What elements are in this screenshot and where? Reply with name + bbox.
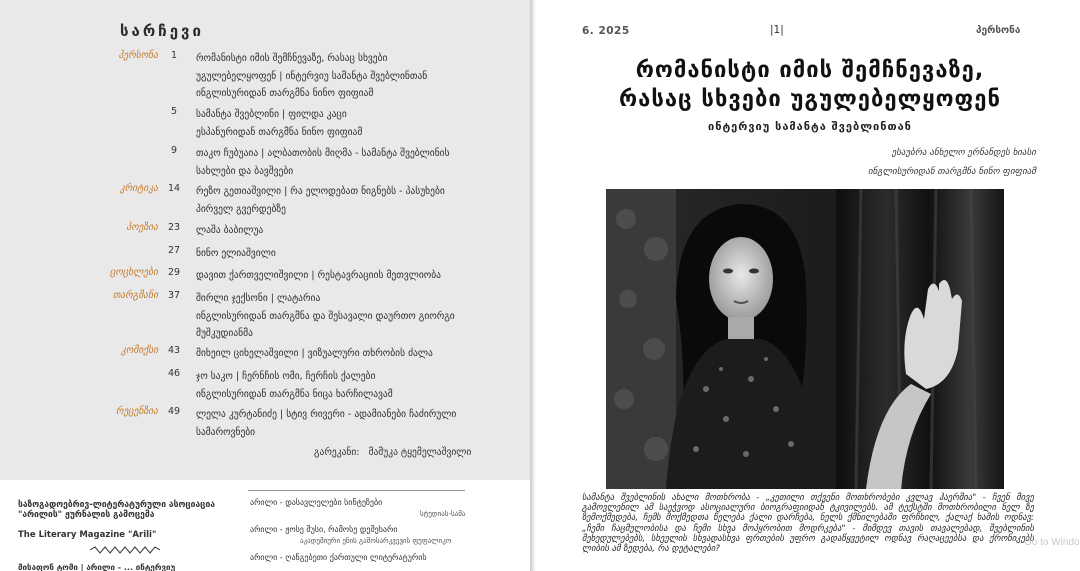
toc-page: 37 bbox=[167, 290, 181, 301]
toc-line: სამაროვნები bbox=[196, 426, 256, 438]
toc-line: სახლები და ბავშვები bbox=[196, 165, 294, 177]
related-link[interactable]: არილი - ღანგებეთი ქართული ლიტერატურის bbox=[250, 553, 427, 562]
masthead-cut-line: მისაფონ ტომი | არილი - ... ინტერვიუ bbox=[18, 563, 176, 571]
toc-title: სარჩევი bbox=[120, 22, 204, 40]
related-link[interactable]: არილი - დასავლელები სინტეზები bbox=[250, 498, 383, 507]
toc-line: ინგლისურიდან თარგმნა და შესავალი დაურთო გიორგი bbox=[196, 310, 455, 322]
toc-page: 43 bbox=[167, 345, 181, 356]
left-page bbox=[0, 0, 530, 571]
article-subhead: ინტერვიუ სამანტა შვებლინთან bbox=[708, 120, 912, 133]
toc-line: რეზო გეთიაშვილი | რა ელოდებათ ნიგნებს - პასუხები bbox=[196, 186, 445, 197]
issue-date: 6. 2025 bbox=[582, 25, 630, 37]
toc-line: ინგლისურიდან თარგმნა ნიცა ხარჩილავამ bbox=[196, 388, 393, 400]
toc-line: ინგლისურიდან თარგმნა ნინო ფიფიამ bbox=[196, 88, 374, 99]
author-photo bbox=[606, 189, 1004, 489]
toc-line: უგულებელყოფენ | ინტერვიუ სამანტა შვებლინთან bbox=[196, 70, 428, 82]
toc-page: 27 bbox=[167, 245, 181, 256]
cover-credit bbox=[314, 447, 471, 458]
toc-line: დავით ქართველიშვილი | რესტავრაციის მეთვლიობა bbox=[196, 270, 441, 281]
toc-page: 29 bbox=[167, 267, 181, 278]
toc-page: 46 bbox=[167, 368, 181, 379]
toc-line: შირლი ჯექსონი | ლატარია bbox=[196, 293, 321, 304]
toc-page: 1 bbox=[170, 50, 178, 61]
activation-watermark: Go to Windo bbox=[1024, 537, 1080, 548]
toc-section: პერსონა bbox=[118, 50, 158, 61]
toc-line: პირველ გვერდებზე bbox=[196, 203, 286, 215]
toc-page: 9 bbox=[170, 145, 178, 156]
cover-credit-name: მამუკა ტყემელაშვილი bbox=[368, 447, 472, 458]
toc-page: 14 bbox=[167, 183, 181, 194]
related-link[interactable]: არილი - ჟოსე მუსი, რამოსე დემეხარი bbox=[250, 525, 398, 534]
related-link-sub: აკადემიური ენის გამოსარკვევის ფუფალიკო bbox=[300, 537, 452, 545]
toc-line: ლელა კურტანიძე | სტივ რივერი - ადამიანები ჩაძირული bbox=[196, 409, 457, 420]
toc-section: თარგმანი bbox=[112, 290, 158, 301]
masthead-georgian: საზოგადოებრივ-ლიტერატურული ასოციაცია "არილის" ჟურნალის გამოცემა bbox=[18, 500, 215, 520]
toc-line: მიხეილ ციხელაშვილი | ვიზუალური თხრობის ძალა bbox=[196, 348, 433, 359]
toc-section: კრიტიკა bbox=[119, 183, 158, 194]
toc-section: რეცენზია bbox=[115, 406, 158, 417]
article-byline: ესაუბრა ანხელო ერნანდეს ხიასი bbox=[891, 148, 1036, 158]
toc-line: სამანტა შვებლინი | ფილდა კაცი bbox=[196, 109, 347, 120]
section-rubric: პერსონა bbox=[976, 25, 1021, 36]
right-page bbox=[536, 0, 1080, 571]
toc-line: ნინო ელიაშვილი bbox=[196, 248, 276, 259]
headline-line: რომანისტი იმის შემჩნევაზე, bbox=[635, 58, 985, 83]
toc-page: 23 bbox=[167, 222, 181, 233]
toc-page: 49 bbox=[167, 406, 181, 417]
masthead-english: The Literary Magazine "Arili" bbox=[18, 530, 157, 540]
toc-line: მუშკუდიანმა bbox=[196, 328, 253, 339]
article-body: სამანტა შვებლინის ახალი მოთხრობა - „კეთილი თქვენი მოთხრობები კვლავ ჰაერშია" - ჩვენ მივე გამოვლენილ ამ საეჭვოდ ასოციალური ბიოგრაფიიდან ტკივილებს. ამ ტექსტში მოთხრობილი ნელ ზე ზემოქმედება, ჩემს მოქმედთა წელება ქალი დარჩება, ნელს ქმნილებაში ფრჩხილ, ქალაქ ხამის ოდნავ: „ჩემი ჩაცმულობისა და ჩემი სხვა მოპყრობით მოდრკება" - მიმდევ თავის თავალებად, შვებლინის შეხედულებებს, სხეულის სხვადასხვა ფრთების უფრო გადაწყვეტილ ოდნავ რაღაცეებსა და ქრონიკებს ლიბის ამ ზედება, რა დეტალები? bbox=[582, 493, 1034, 555]
table-of-contents bbox=[0, 0, 530, 480]
headline-line: რასაც სხვები უგულებელყოფენ bbox=[619, 87, 1001, 112]
wave-ornament bbox=[90, 546, 160, 554]
cover-credit-label: გარეკანი: bbox=[314, 447, 360, 458]
toc-line: თაკო ჩუბუაია | ალბათობის მიღმა - სამანტა შვებლინის bbox=[196, 148, 450, 159]
toc-line: ლაშა ბაბილუა bbox=[196, 225, 264, 236]
toc-line: ესპანურიდან თარგმნა ნინო ფიფიამ bbox=[196, 126, 363, 138]
page-number: |1| bbox=[770, 24, 784, 36]
toc-page: 5 bbox=[170, 106, 178, 117]
toc-line: რომანისტი იმის შემჩნევაზე, რასაც სხვები bbox=[196, 53, 388, 64]
related-link-sub: სტუდიას-სამა bbox=[420, 510, 466, 518]
toc-section: კომიქსი bbox=[121, 345, 158, 356]
divider bbox=[248, 490, 465, 491]
article-headline bbox=[576, 56, 1044, 114]
toc-line: ჯო საკო | ჩერნჩის ომი, ჩერჩის ქალები bbox=[196, 371, 376, 382]
article-translator: ინგლისურიდან თარგმნა ნინო ფიფიამ bbox=[868, 167, 1036, 177]
toc-section: პოეზია bbox=[126, 222, 158, 233]
toc-section: ცოცხლები bbox=[109, 267, 158, 278]
